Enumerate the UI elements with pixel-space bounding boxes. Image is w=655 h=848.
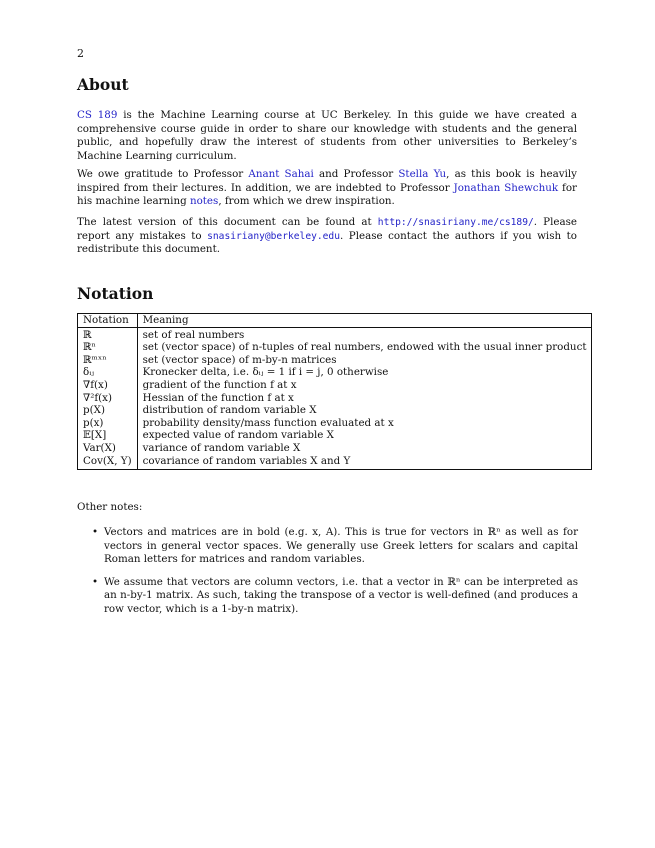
- meaning-cell: variance of random variable X: [142, 441, 301, 454]
- table-row: [78, 404, 592, 417]
- table-row: [78, 341, 592, 354]
- meaning-cell: probability density/mass function evaluated at x: [142, 416, 394, 429]
- notation-cell: Cov(X, Y): [78, 455, 138, 470]
- notation-table: [77, 313, 592, 470]
- bullet-icon: •: [92, 575, 99, 588]
- table-row: [78, 442, 592, 455]
- table-row: [78, 327, 592, 341]
- notation-cell: ℝᵐˣⁿ: [78, 354, 138, 367]
- notation-header-row: [78, 314, 592, 328]
- notation-cell: ℝ: [78, 327, 138, 341]
- paragraph-text: , as this book is heavily inspired from their lectures. In addition, we are indebted to Professor: [77, 168, 577, 194]
- inline-link[interactable]: Stella Yu: [398, 168, 447, 180]
- notation-heading: Notation: [77, 284, 154, 303]
- notation-cell: p(X): [78, 404, 138, 417]
- paragraph-text: . Please contact the authors if you wish to redistribute this document.: [77, 229, 577, 255]
- inline-link[interactable]: CS 189: [77, 109, 118, 121]
- inline-link[interactable]: http://snasiriany.me/cs189/: [377, 217, 534, 228]
- page-number: 2: [77, 47, 84, 60]
- meaning-cell: set (vector space) of n-tuples of real numbers, endowed with the usual inner product: [142, 341, 587, 354]
- meaning-column-header: Meaning: [137, 314, 592, 328]
- table-row: [78, 429, 592, 442]
- paragraph-text: is the Machine Learning course at UC Berkeley. In this guide we have created a comprehensive course guide in order to share our knowledge with students and the general public, and hopefully draw the interest of students from other universities to Berkeley’s Machine Learning curriculum.: [77, 109, 577, 162]
- notation-table-body: [78, 327, 592, 470]
- list-item-text: Vectors and matrices are in bold (e.g. x, A). This is true for vectors in ℝⁿ as well as for vectors in general vector spaces. We generally use Greek letters for scalars and capital Roman letters for matrices and random variables.: [104, 526, 578, 565]
- paragraph-text: for his machine learning: [77, 181, 577, 207]
- meaning-cell: gradient of the function f at x: [142, 378, 297, 391]
- paragraph-text: . Please report any mistakes to: [77, 216, 577, 242]
- about-paragraph-3: [77, 216, 577, 257]
- table-row: [78, 354, 592, 367]
- paragraph-text: We owe gratitude to Professor: [77, 168, 249, 180]
- notation-cell: δᵢⱼ: [78, 366, 138, 379]
- inline-link[interactable]: Anant Sahai: [248, 168, 314, 180]
- notation-cell: Var(X): [78, 442, 138, 455]
- notation-cell: 𝔼[X]: [78, 429, 138, 442]
- meaning-cell: Kronecker delta, i.e. δᵢⱼ = 1 if i = j, 0 otherwise: [142, 366, 389, 379]
- meaning-cell: covariance of random variables X and Y: [142, 454, 351, 467]
- meaning-cell: Hessian of the function f at x: [142, 391, 294, 404]
- notation-column-header: Notation: [78, 314, 138, 328]
- meaning-cell: set of real numbers: [142, 328, 245, 341]
- meaning-cell: expected value of random variable X: [142, 429, 335, 442]
- table-row: [78, 455, 592, 470]
- table-row: [78, 379, 592, 392]
- paragraph-text: The latest version of this document can be found at: [77, 216, 378, 228]
- inline-link[interactable]: notes: [189, 195, 219, 207]
- list-item: [92, 576, 578, 617]
- notation-cell: ℝⁿ: [78, 341, 138, 354]
- about-paragraph-2: [77, 168, 577, 209]
- table-row: [78, 392, 592, 405]
- table-row: [78, 417, 592, 430]
- bullet-icon: •: [92, 526, 99, 538]
- list-item: [92, 526, 578, 567]
- about-paragraph-1: [77, 109, 577, 163]
- paragraph-text: , from which we drew inspiration.: [218, 195, 395, 207]
- inline-link[interactable]: Jonathan Shewchuk: [453, 181, 559, 194]
- other-notes-list: [92, 526, 578, 625]
- paragraph-text: and Professor: [313, 168, 399, 180]
- meaning-cell: distribution of random variable X: [142, 404, 317, 417]
- notation-cell: p(x): [78, 417, 138, 430]
- other-notes-label: Other notes:: [77, 501, 143, 513]
- table-row: [78, 366, 592, 379]
- notation-cell: ∇f(x): [78, 379, 138, 392]
- list-item-text: We assume that vectors are column vectors, i.e. that a vector in ℝⁿ can be interpreted as an n-by-1 matrix. As such, taking the transpose of a vector is well-defined (and produces a row vector, which is a 1-by-n matrix).: [104, 575, 578, 615]
- about-heading: About: [77, 75, 129, 94]
- notation-cell: ∇²f(x): [78, 392, 138, 405]
- inline-link[interactable]: snasiriany@berkeley.edu: [207, 230, 340, 242]
- meaning-cell: set (vector space) of m-by-n matrices: [142, 353, 337, 366]
